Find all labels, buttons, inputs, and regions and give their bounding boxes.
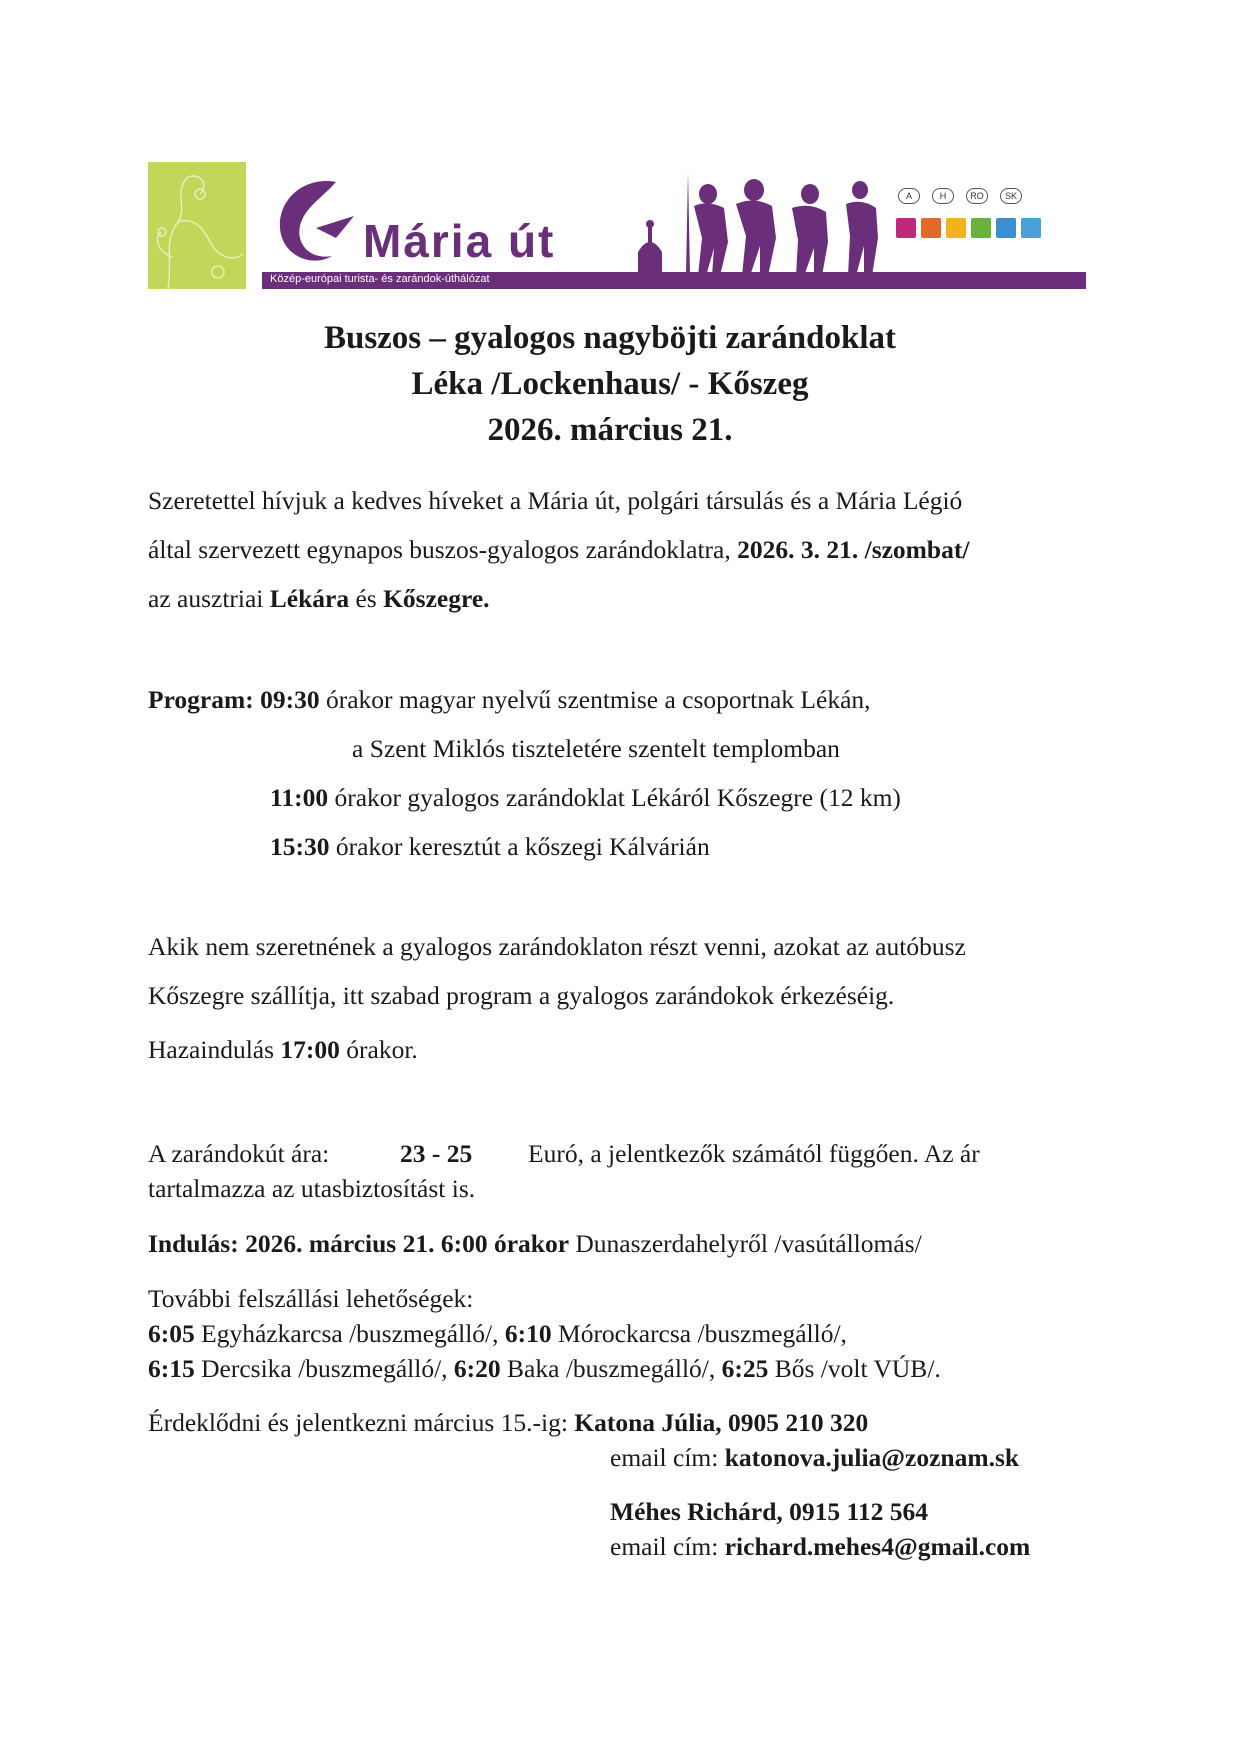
partner-country-logos — [896, 188, 1046, 248]
title-line-2: Léka /Lockenhaus/ - Kőszeg — [411, 366, 809, 402]
stops-heading: További felszállási lehetőségek: — [148, 1284, 474, 1313]
maria-ut-banner — [148, 162, 1086, 292]
country-code-sk: SK — [1000, 188, 1022, 204]
people-icon — [996, 218, 1016, 238]
program-item-3: 15:30 órakor keresztút a kőszegi Kálvárián — [270, 832, 710, 861]
nature-icon — [971, 218, 991, 238]
pilgrims-silhouette — [628, 172, 928, 276]
price-line-1a: A zarándokút ára: — [148, 1139, 330, 1168]
pilgrim-icon — [921, 218, 941, 238]
country-code-a: A — [898, 188, 920, 204]
intro-line-2: által szervezett egynapos buszos-gyalogos zarándoklatra, 2026. 3. 21. /szombat/ — [148, 535, 970, 564]
country-code-h: H — [932, 188, 954, 204]
church-icon — [1021, 218, 1041, 238]
pilgrim-swirl-logo — [266, 176, 362, 272]
stops-line-2: 6:15 Dercsika /buszmegálló/, 6:20 Baka /buszmegálló/, 6:25 Bős /volt VÚB/. — [148, 1354, 941, 1383]
price-value: 23 - 25 — [400, 1139, 473, 1168]
letter-a-icon — [946, 218, 966, 238]
intro-line-3: az ausztriai Lékára és Kőszegre. — [148, 584, 490, 613]
stops-line-1: 6:05 Egyházkarcsa /buszmegálló/, 6:10 Mórockarcsa /buszmegálló/, — [148, 1319, 847, 1348]
program-item-1-cont: a Szent Miklós tiszteletére szentelt templomban — [352, 734, 840, 763]
contact-email-2: email cím: richard.mehes4@gmail.com — [610, 1532, 1031, 1561]
email-link-1[interactable]: katonova.julia@zoznam.sk — [724, 1443, 1020, 1472]
price-line-2: tartalmazza az utasbiztosítást is. — [148, 1174, 476, 1203]
email-link-2[interactable]: richard.mehes4@gmail.com — [724, 1532, 1031, 1561]
program-label: Program: — [148, 685, 254, 714]
contact-email-1: email cím: katonova.julia@zoznam.sk — [610, 1443, 1020, 1472]
title-line-1: Buszos – gyalogos nagyböjti zarándoklat — [323, 320, 897, 356]
country-code-ro: RO — [966, 188, 988, 204]
banner-tagline: Közép-európai turista- és zarándok-úthálózat — [270, 273, 490, 285]
banner-tagline-strip — [262, 272, 1086, 289]
intro-line-1: Szeretettel hívjuk a kedves híveket a Mária út, polgári társulás és a Mária Légió — [148, 486, 963, 515]
return-time: Hazaindulás 17:00 órakor. — [148, 1035, 418, 1064]
price-line-1c: Euró, a jelentkezők számától függően. Az ár — [528, 1139, 980, 1168]
title-line-3: 2026. március 21. — [487, 412, 733, 448]
contact-name-2: Méhes Richárd, 0915 112 564 — [610, 1497, 929, 1526]
contact-name-1: Katona Júlia, 0905 210 320 — [574, 1408, 869, 1437]
contact-intro: Érdeklődni és jelentkezni március 15.-ig: Katona Júlia, 0905 210 320 — [148, 1408, 869, 1437]
cross-icon — [896, 218, 916, 238]
maria-ut-logo-text: Mária út — [363, 215, 556, 267]
others-line-1: Akik nem szeretnének a gyalogos zarándoklaton részt venni, azokat az autóbusz — [148, 932, 966, 961]
event-date: 2026. 3. 21. /szombat/ — [737, 535, 970, 564]
program-item-2: 11:00 órakor gyalogos zarándoklat Lékáról Kőszegre (12 km) — [270, 783, 901, 812]
program-item-1: Program: 09:30 órakor magyar nyelvű szentmise a csoportnak Lékán, — [148, 685, 871, 714]
floral-ornament — [148, 162, 246, 289]
others-line-2: Kőszegre szállítja, itt szabad program a gyalogos zarándokok érkezéséig. — [148, 981, 895, 1010]
departure-line: Indulás: 2026. március 21. 6:00 órakor Dunaszerdahelyről /vasútállomás/ — [148, 1229, 922, 1258]
